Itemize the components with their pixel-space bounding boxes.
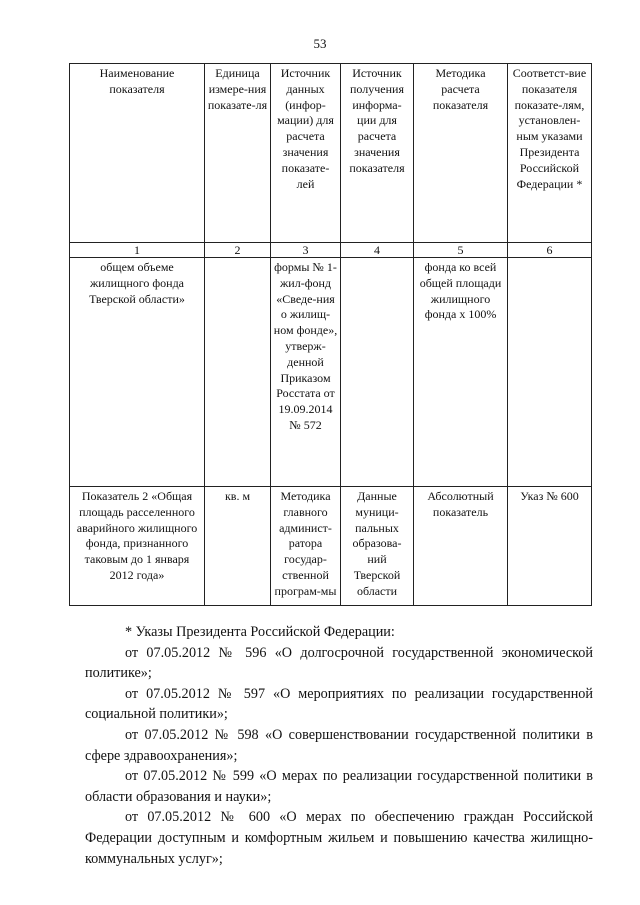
footnote-item: от 07.05.2012 № 599 «О мерах по реализации государственной политики в области образования и науки»; [85,768,593,805]
cell-decree-match: Указ № 600 [508,487,592,606]
footnote-item: от 07.05.2012 № 598 «О совершенствовании государственной политики в сфере здравоохранения»; [85,726,593,764]
footnote-item: от 07.05.2012 № 597 «О мероприятиях по реализации государственной социальной политики»; [85,685,593,723]
col-number: 2 [205,243,271,258]
cell-method: фонда ко всей общей площади жилищного фонда х 100% [414,258,508,487]
cell-method: Абсолютный показатель [414,487,508,606]
table-header-row [70,64,592,243]
cell-source-origin: Данные муници-пальных образова-ний Тверской области [341,487,414,606]
header-data-source: Источник данных (инфор-мации) для расчета значения показате-лей [271,64,341,243]
table-row [70,487,592,606]
header-method: Методика расчета показателя [414,64,508,243]
col-number: 1 [70,243,205,258]
column-number-row [70,243,592,258]
cell-unit: кв. м [205,487,271,606]
page-number: 53 [313,36,327,51]
cell-data-source: формы № 1-жил-фонд «Сведе-ния о жилищ-ном фонде», утверж-денной Приказом Росстата от 19.09.2014 № 572 [271,258,341,487]
col-number: 4 [341,243,414,258]
header-unit: Единица измере-ния показате-ля [205,64,271,243]
cell-indicator-name: Показатель 2 «Общая площадь расселенного аварийного жилищного фонда, признанного таковым до 1 января 2012 года» [70,487,205,606]
footnotes [85,622,593,869]
col-number: 3 [271,243,341,258]
col-number: 6 [508,243,592,258]
indicators-table [69,63,592,606]
cell-data-source: Методика главного админист-ратора государ-ственной програм-мы [271,487,341,606]
cell-indicator-name: общем объеме жилищного фонда Тверской области» [70,258,205,487]
cell-decree-match [508,258,592,487]
col-number: 5 [414,243,508,258]
header-source-origin: Источник получения информа-ции для расчета значения показателя [341,64,414,243]
footnote-title: * Указы Президента Российской Федерации: [125,624,395,640]
footnote-item: от 07.05.2012 № 600 «О мерах по обеспечению граждан Российской Федерации доступным и комфортным жильем и повышению качества жилищно-коммунальных услуг»; [85,809,593,867]
header-indicator-name: Наименование показателя [70,64,205,243]
header-decree-match: Соответст-вие показателя показате-лям, установлен-ным указами Президента Российской Федерации * [508,64,592,243]
table-row [70,258,592,487]
footnote-item: от 07.05.2012 № 596 «О долгосрочной государственной экономической политике»; [85,644,593,682]
cell-unit [205,258,271,487]
cell-source-origin [341,258,414,487]
